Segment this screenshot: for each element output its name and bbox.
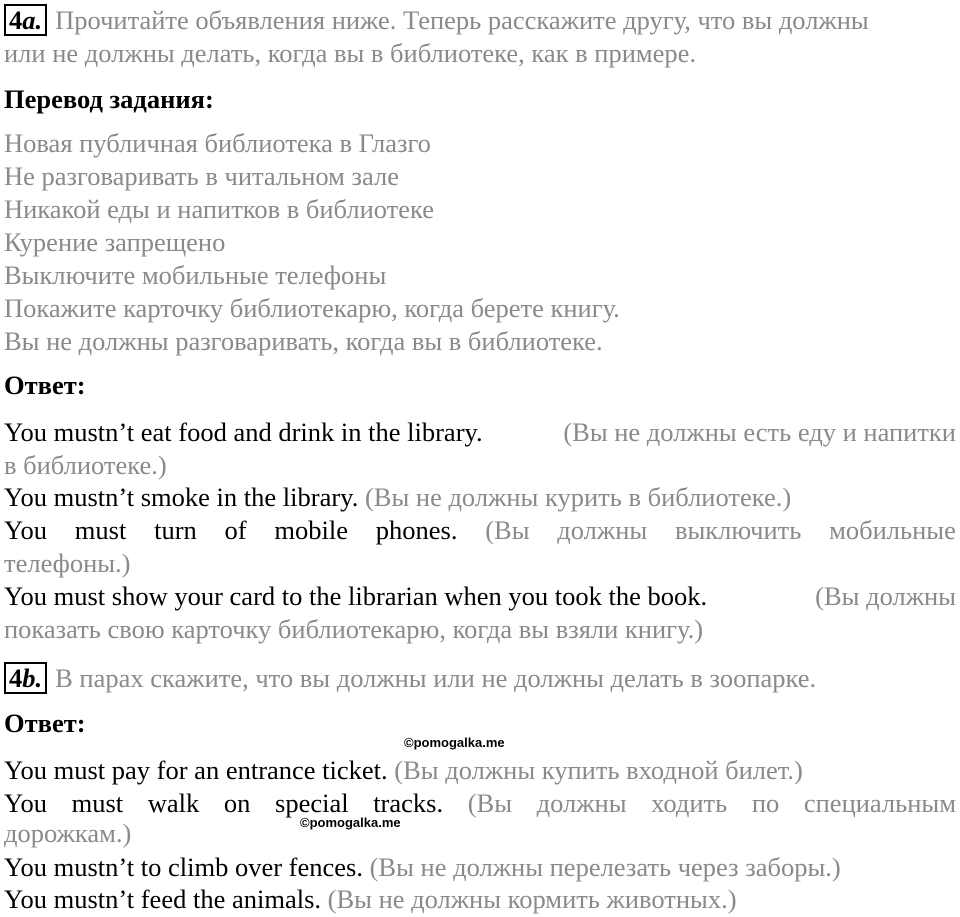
answer-4b-3: You mustn’t to climb over fences. (Вы не должны перелезать через заборы.)	[4, 852, 841, 882]
answer-4b-4: You mustn’t feed the animals. (Вы не должны кормить животных.)	[4, 884, 737, 914]
answer-4a-2: You mustn’t smoke in the library. (Вы не должны курить в библиотеке.)	[4, 482, 792, 512]
task-4a-badge: 4a.	[4, 4, 47, 36]
answer-4a-4-line-2: показать свою карточку библиотекарю, когда вы взяли книгу.)	[4, 614, 704, 644]
task-4a-instruction-line-2: или не должны делать, когда вы в библиотеке, как в примере.	[4, 38, 697, 68]
translation-line: Выключите мобильные телефоны	[4, 260, 387, 290]
translation-line: Курение запрещено	[4, 227, 226, 257]
watermark: ©pomogalka.me	[404, 735, 505, 750]
task-4b-instruction: 4b. В парах скажите, что вы должны или не должны делать в зоопарке.	[4, 662, 956, 694]
answer-4a-1-line-2: в библиотеке.)	[4, 450, 167, 480]
translation-line: Вы не должны разговаривать, когда вы в библиотеке.	[4, 326, 603, 356]
answer-4b-2-line-1: You must walk on special tracks. (Вы должны ходить по специальным	[4, 788, 956, 818]
answer-4b-2-line-2: дорожкам.)	[4, 818, 132, 848]
answer-heading-2: Ответ:	[4, 708, 86, 738]
answer-4b-1: You must pay for an entrance ticket. (Вы должны купить входной билет.)	[4, 755, 803, 785]
answer-4a-3-line-1: You must turn of mobile phones. (Вы должны выключить мобильные	[4, 515, 956, 545]
answer-4a-1-line-1: You mustn’t eat food and drink in the library. (Вы не должны есть еду и напитки	[4, 417, 956, 447]
answer-4a-3-line-2: телефоны.)	[4, 548, 131, 578]
translation-line: Покажите карточку библиотекарю, когда берете книгу.	[4, 293, 620, 323]
translation-line: Новая публичная библиотека в Глазго	[4, 128, 431, 158]
task-4b-badge: 4b.	[4, 662, 47, 694]
answer-4a-4-line-1: You must show your card to the librarian when you took the book. (Вы должны	[4, 581, 956, 611]
translation-heading: Перевод задания:	[4, 84, 214, 114]
task-4a-instruction-line-1: 4a. Прочитайте объявления ниже. Теперь расскажите другу, что вы должны	[4, 4, 956, 36]
watermark: ©pomogalka.me	[300, 815, 401, 830]
translation-line: Не разговаривать в читальном зале	[4, 161, 399, 191]
translation-line: Никакой еды и напитков в библиотеке	[4, 194, 434, 224]
answer-heading-1: Ответ:	[4, 370, 86, 400]
